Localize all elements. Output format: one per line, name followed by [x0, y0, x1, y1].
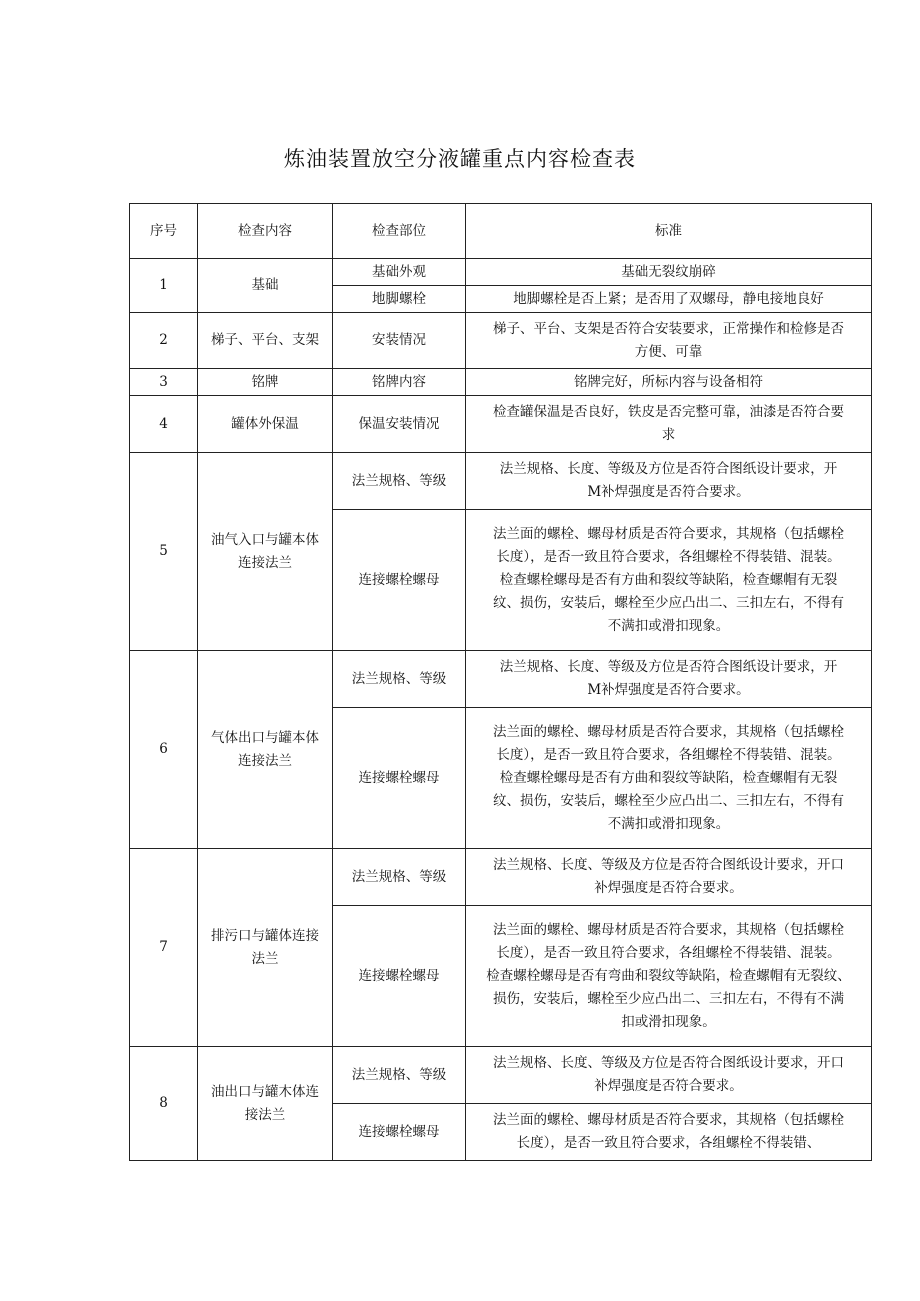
cell-no: 8 [130, 1047, 198, 1161]
inspection-table [129, 203, 872, 1161]
cell-content: 铭牌 [198, 369, 333, 396]
cell-part: 连接螺栓螺母 [333, 906, 466, 1047]
cell-content: 油出口与罐木体连 接法兰 [198, 1047, 333, 1161]
cell-content: 梯子、平台、支架 [198, 313, 333, 369]
header-no: 序号 [130, 204, 198, 259]
cell-standard: 地脚螺栓是否上紧；是否用了双螺母，静电接地良好 [466, 286, 872, 313]
cell-standard: 检查罐保温是否良好，铁皮是否完整可靠，油漆是否符合要 求 [466, 396, 872, 453]
cell-standard: 法兰规格、长度、等级及方位是否符合图纸设计要求，开口 补焊强度是否符合要求。 [466, 849, 872, 906]
table-row [130, 1047, 872, 1104]
cell-standard: 法兰面的螺栓、螺母材质是否符合要求，其规格（包括螺栓 长度），是否一致且符合要求，各组螺栓不得装错、 [466, 1104, 872, 1161]
table-row [130, 453, 872, 510]
header-part: 检查部位 [333, 204, 466, 259]
cell-standard: 法兰面的螺栓、螺母材质是否符合要求，其规格（包括螺栓 长度），是否一致且符合要求，各组螺栓不得装错、混装。 检查螺栓螺母是否有方曲和裂纹等缺陷，检查螺帽有无裂 纹、损伤，安装后，螺栓至少应凸出二、三扣左右，不得有 不满扣或滑扣现象。 [466, 510, 872, 651]
cell-part: 铭牌内容 [333, 369, 466, 396]
cell-part: 安装情况 [333, 313, 466, 369]
table-row [130, 313, 872, 369]
cell-standard: 基础无裂纹崩碎 [466, 259, 872, 286]
table-header-row [130, 204, 872, 259]
cell-no: 2 [130, 313, 198, 369]
cell-standard: 法兰面的螺栓、螺母材质是否符合要求，其规格（包括螺栓 长度），是否一致且符合要求，各组螺栓不得装错、混装。 检查螺栓螺母是否有弯曲和裂纹等缺陷，检查螺帽有无裂纹、 损伤，安装后，螺栓至少应凸出二、三扣左右，不得有不满 扣或滑扣现象。 [466, 906, 872, 1047]
cell-part: 法兰规格、等级 [333, 453, 466, 510]
cell-content: 气体出口与罐本体 连接法兰 [198, 651, 333, 849]
cell-part: 连接螺栓螺母 [333, 708, 466, 849]
cell-standard: 铭牌完好，所标内容与设备相符 [466, 369, 872, 396]
cell-standard: 法兰规格、长度、等级及方位是否符合图纸设计要求，开 M补焊强度是否符合要求。 [466, 651, 872, 708]
table-row [130, 651, 872, 708]
cell-part: 连接螺栓螺母 [333, 1104, 466, 1161]
cell-content: 排污口与罐体连接 法兰 [198, 849, 333, 1047]
table-row [130, 396, 872, 453]
cell-no: 5 [130, 453, 198, 651]
cell-standard: 梯子、平台、支架是否符合安装要求，正常操作和检修是否 方便、可靠 [466, 313, 872, 369]
cell-content: 罐体外保温 [198, 396, 333, 453]
cell-part: 法兰规格、等级 [333, 651, 466, 708]
cell-no: 1 [130, 259, 198, 313]
table-row [130, 849, 872, 906]
header-standard: 标准 [466, 204, 872, 259]
cell-part: 基础外观 [333, 259, 466, 286]
cell-no: 4 [130, 396, 198, 453]
cell-no: 6 [130, 651, 198, 849]
document-title: 炼油装置放空分液罐重点内容检查表 [284, 147, 636, 171]
cell-part: 地脚螺栓 [333, 286, 466, 313]
cell-part: 法兰规格、等级 [333, 1047, 466, 1104]
cell-part: 保温安装情况 [333, 396, 466, 453]
cell-content: 基础 [198, 259, 333, 313]
table-row [130, 369, 872, 396]
cell-standard: 法兰面的螺栓、螺母材质是否符合要求，其规格（包括螺栓 长度），是否一致且符合要求，各组螺栓不得装错、混装。 检查螺栓螺母是否有方曲和裂纹等缺陷，检查螺帽有无裂 纹、损伤，安装后，螺栓至少应凸出二、三扣左右，不得有 不满扣或滑扣现象。 [466, 708, 872, 849]
header-content: 检查内容 [198, 204, 333, 259]
cell-no: 3 [130, 369, 198, 396]
cell-standard: 法兰规格、长度、等级及方位是否符合图纸设计要求，开 M补焊强度是否符合要求。 [466, 453, 872, 510]
cell-part: 法兰规格、等级 [333, 849, 466, 906]
table-row [130, 259, 872, 286]
cell-standard: 法兰规格、长度、等级及方位是否符合图纸设计要求，开口 补焊强度是否符合要求。 [466, 1047, 872, 1104]
cell-content: 油气入口与罐本体 连接法兰 [198, 453, 333, 651]
cell-no: 7 [130, 849, 198, 1047]
cell-part: 连接螺栓螺母 [333, 510, 466, 651]
